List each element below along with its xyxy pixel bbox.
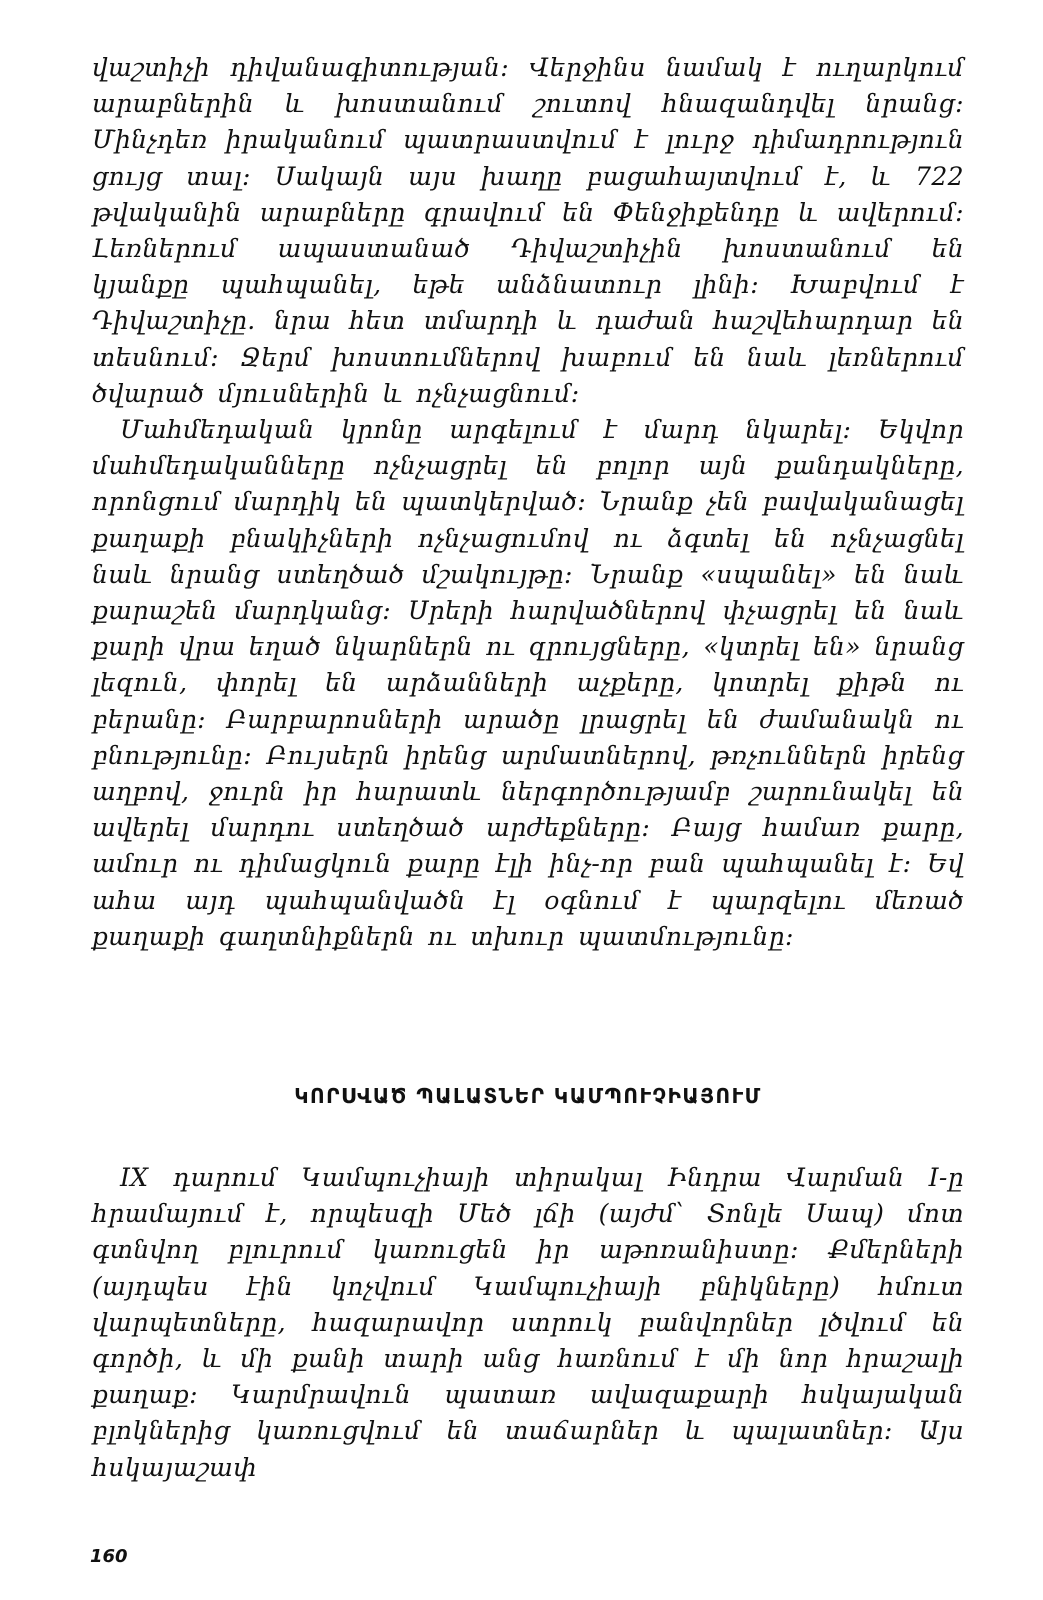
page-number: 160: [90, 1546, 128, 1567]
top-text-block: [92, 50, 964, 955]
bottom-text-block: [92, 1160, 964, 1486]
section-heading: ԿՈՐՍՎԱԾ ՊԱԼԱՏՆԵՐ ԿԱՄՊՈՒՉԻԱՅՈՒՄ: [294, 1084, 762, 1108]
paragraph-islamic-ban: Մահմեդական կրոնը արգելում է մարդ նկարել։ Եկվոր մահմեդականները ոչնչացրել են բոլոր այն քանդակները, որոնցում մարդիկ են պատկերված։ Նրանք չեն բավականացել քաղաքի բնակիչների ոչնչացումով ու ձգտել են ոչնչացնել նաև նրանց ստեղծած մշակույթը։ Նրանք «սպանել» են նաև քարաշեն մարդկանց։ Սրերի հարվածներով փչացրել են նաև քարի վրա եղած նկարներն ու զրույցները, «կտրել են» նրանց լեզուն, փորել են արձանների աչքերը, կոտրել քիթն ու բերանը։ Բարբարոսների արածը լրացրել են ժամանակն ու բնությունը։ Բույսերն իրենց արմատներով, թռչուններն իրենց աղբով, ջուրն իր հարատև ներգործությամբ շարունակել են ավերել մարդու ստեղծած արժեքները։ Բայց համառ քարը, ամուր ու դիմացկուն քարը էլի ինչ-որ բան պահպանել է։ Եվ ահա այդ պահպանվածն էլ օգնում է պարզելու մեռած քաղաքի գաղտնիքներն ու տխուր պատմությունը։: [92, 415, 964, 951]
paragraph-kampuchea: IX դարում Կամպուչիայի տիրակալ Ինդրա Վարման I-ը հրամայում է, որպեսզի Մեծ լճի (այժմ՝ Տոնլե Սապ) մոտ գտնվող բլուրում կառուցեն իր աթոռանիստը։ Քմերների (այդպես էին կոչվում Կամպուչիայի բնիկները) հմուտ վարպետները, հազարավոր ստրուկ բանվորներ լծվում են գործի, և մի քանի տարի անց հառնում է մի նոր հրաշալի քաղաք։ Կարմրավուն պատառ ավազաքարի հսկայական բլոկներից կառուցվում են տաճարներ և պալատներ։ Այս հսկայաշափ: [92, 1163, 964, 1482]
paragraph-continued: վաշտիչի դիվանագիտության։ Վերջինս նամակ է ուղարկում արաբներին և խոստանում շուտով հնազանդվել նրանց։ Մինչդեռ իրականում պատրաստվում է լուրջ դիմադրություն ցույց տալ։ Սակայն այս խաղը բացահայտվում է, և 722 թվականին արաբները գրավում են Փենջիքենդը և ավերում։ Լեռներում ապաստանած Դիվաշտիչին խոստանում են կյանքը պահպանել, եթե անձնատուր լինի։ Խաբվում է Դիվաշտիչը. նրա հետ տմարդի և դաժան հաշվեհարդար են տեսնում։ Ջերմ խոստումներով խաբում են նաև լեռներում ծվարած մյուսներին և ոչնչացնում։: [92, 53, 964, 408]
